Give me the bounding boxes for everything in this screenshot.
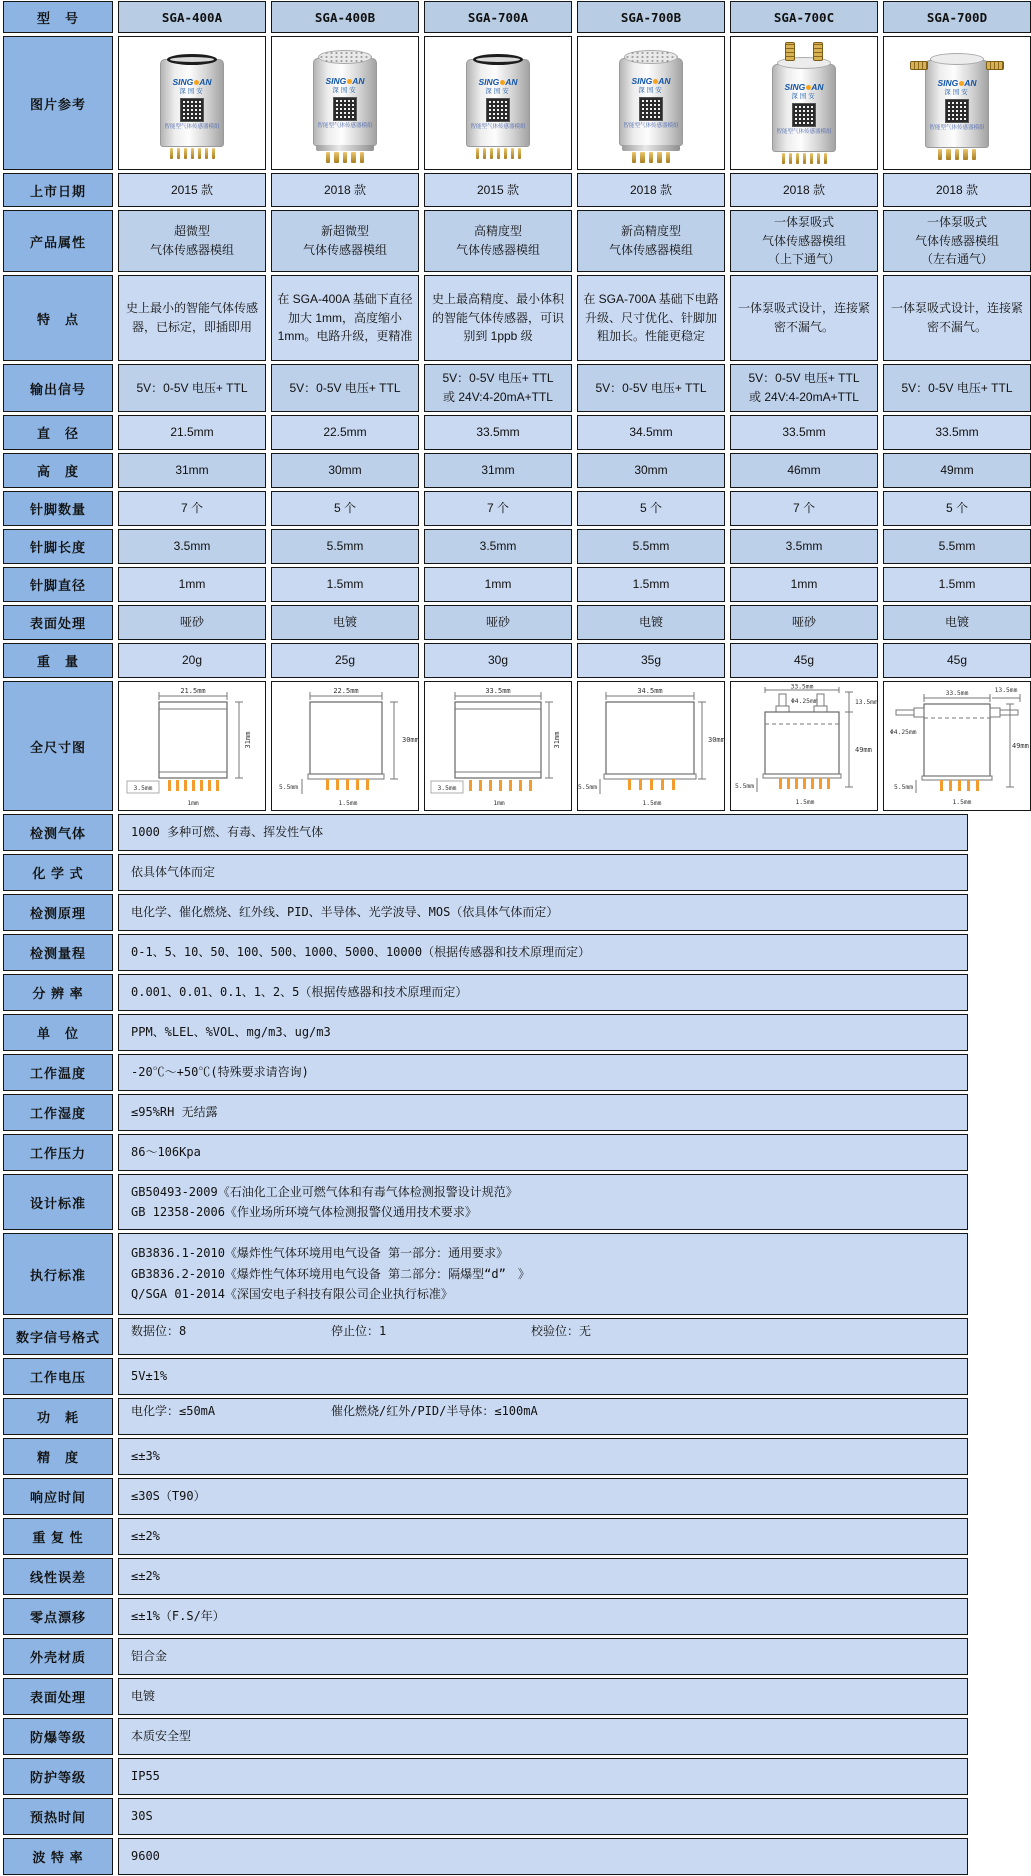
- row-label: 检测原理: [3, 894, 113, 931]
- spec-value: 2018 款: [883, 173, 1031, 207]
- spec-value: 86～106Kpa: [118, 1134, 968, 1171]
- spec-value: 在 SGA-700A 基础下电路升级、尺寸优化、针脚加粗加长。性能更稳定: [577, 275, 725, 361]
- qr-code: [333, 97, 357, 121]
- spec-value: 超微型 气体传感器模组: [118, 210, 266, 272]
- model-spec-grid: [3, 1, 1029, 811]
- dimension-drawing: [429, 684, 567, 808]
- sensor-top-ring: [473, 54, 523, 65]
- spec-table: [3, 1, 1029, 1875]
- model-header-cell: SGA-700C: [730, 1, 878, 33]
- spec-value: 21.5mm: [118, 415, 266, 450]
- sensor-base-ring: [622, 145, 680, 151]
- sensor-pins: [938, 149, 977, 160]
- logo-dot-icon: [500, 80, 505, 85]
- gas-tube-icon: [986, 61, 1004, 70]
- sensor-top-perforated: [318, 50, 372, 64]
- svg-text:3.5mm: 3.5mm: [437, 785, 457, 792]
- gas-tube-icon: [813, 42, 823, 61]
- spec-value: 电镀: [883, 605, 1031, 640]
- row-label: 表面处理: [3, 1678, 113, 1715]
- photo-caption: 智能型气体传感器模组: [776, 128, 832, 135]
- product-photo-sga-400b: [271, 36, 419, 170]
- spec-value: 哑砂: [730, 605, 878, 640]
- product-photo-sga-400a: [118, 36, 266, 170]
- row-label: 上市日期: [3, 173, 113, 207]
- svg-text:Φ4.25mm: Φ4.25mm: [890, 729, 917, 736]
- row-label: 重 量: [3, 643, 113, 678]
- spec-value: 5 个: [577, 491, 725, 526]
- spec-value: 3.5mm: [118, 529, 266, 564]
- spec-value: 在 SGA-400A 基础下直径加大 1mm，高度缩小 1mm。电路升级，更精准: [271, 275, 419, 361]
- row-label: 响应时间: [3, 1478, 113, 1515]
- spec-value: 1.5mm: [577, 567, 725, 602]
- signal-format-part: 校验位：无: [531, 1324, 592, 1338]
- row-label: 执行标准: [3, 1233, 113, 1315]
- dimension-drawing: [735, 683, 878, 808]
- spec-value: 2018 款: [577, 173, 725, 207]
- spec-value: 9600: [118, 1838, 968, 1875]
- row-label: 特 点: [3, 275, 113, 361]
- row-label: 分 辨 率: [3, 974, 113, 1011]
- signal-format-part: 数据位：8: [131, 1324, 187, 1338]
- qr-code: [945, 99, 969, 123]
- spec-value: 本质安全型: [118, 1718, 968, 1755]
- spec-value: [118, 1174, 968, 1230]
- spec-value: 30S: [118, 1798, 968, 1835]
- dimension-drawing: [123, 684, 261, 808]
- spec-value: ≤±2%: [118, 1558, 968, 1595]
- svg-text:1.5mm: 1.5mm: [642, 800, 662, 807]
- spec-value: 1mm: [730, 567, 878, 602]
- sensor-pins: [326, 152, 365, 163]
- spec-value: 3.5mm: [424, 529, 572, 564]
- model-header-cell: SGA-400A: [118, 1, 266, 33]
- svg-text:1.5mm: 1.5mm: [952, 799, 972, 806]
- spec-value: 5.5mm: [883, 529, 1031, 564]
- spec-value: 35g: [577, 643, 725, 678]
- qr-code: [639, 97, 663, 121]
- spec-value: 1.5mm: [271, 567, 419, 602]
- spec-value: 31mm: [424, 453, 572, 488]
- logo-dot-icon: [653, 79, 658, 84]
- signal-format-part: 停止位：1: [331, 1324, 387, 1338]
- photo-caption: 智能型气体传感器模组: [623, 122, 679, 129]
- spec-value: 2018 款: [730, 173, 878, 207]
- spec-value: 20g: [118, 643, 266, 678]
- product-photo-sga-700c: [730, 36, 878, 170]
- svg-text:13.5mm: 13.5mm: [994, 687, 1018, 694]
- spec-value: 49mm: [883, 453, 1031, 488]
- dimension-diagram-sga-400b: [271, 681, 419, 811]
- row-label: 外壳材质: [3, 1638, 113, 1675]
- dimension-drawing: [888, 684, 1029, 808]
- row-label: 预热时间: [3, 1798, 113, 1835]
- spec-value: ≤±2%: [118, 1518, 968, 1555]
- qr-code: [180, 98, 204, 122]
- sensor-pins: [170, 148, 215, 159]
- product-photo-sga-700d: [883, 36, 1031, 170]
- svg-text:33.5mm: 33.5mm: [945, 690, 969, 697]
- dimension-diagram-sga-700b: [577, 681, 725, 811]
- brand-logo: SING AN: [784, 82, 824, 93]
- spec-value: 2018 款: [271, 173, 419, 207]
- row-label: 图片参考: [3, 36, 113, 170]
- svg-text:Φ4.25mm: Φ4.25mm: [791, 698, 818, 705]
- logo-dot-icon: [959, 81, 964, 86]
- svg-text:5.5mm: 5.5mm: [735, 783, 754, 790]
- svg-text:33.5mm: 33.5mm: [790, 683, 814, 691]
- model-header-cell: SGA-700B: [577, 1, 725, 33]
- spec-value: 5V：0-5V 电压+ TTL 或 24V:4-20mA+TTL: [424, 364, 572, 412]
- spec-value: 一体泵吸式设计，连接紧密不漏气。: [883, 275, 1031, 361]
- power-part: 催化燃烧/红外/PID/半导体：≤100mA: [331, 1404, 538, 1418]
- spec-value: 2015 款: [424, 173, 572, 207]
- spec-value: 1mm: [118, 567, 266, 602]
- svg-text:1mm: 1mm: [493, 800, 505, 807]
- spec-value: 电镀: [271, 605, 419, 640]
- svg-text:30mm: 30mm: [402, 736, 419, 744]
- row-label: 输出信号: [3, 364, 113, 412]
- spec-value: 3.5mm: [730, 529, 878, 564]
- spec-value: 电化学、催化燃烧、红外线、PID、半导体、光学波导、MOS（依具体气体而定）: [118, 894, 968, 931]
- brand-cn: 深国安: [485, 87, 511, 95]
- product-photo-sga-700b: [577, 36, 725, 170]
- brand-cn: 深国安: [179, 87, 205, 95]
- spec-value: 5 个: [271, 491, 419, 526]
- svg-text:1mm: 1mm: [187, 800, 199, 807]
- sensor-top-ring: [167, 54, 217, 65]
- row-label: 产品属性: [3, 210, 113, 272]
- row-label: 设计标准: [3, 1174, 113, 1230]
- spec-value: 7 个: [118, 491, 266, 526]
- svg-text:30mm: 30mm: [708, 736, 725, 744]
- logo-dot-icon: [806, 85, 811, 90]
- brand-logo: SING AN: [478, 77, 518, 88]
- spec-value: 5.5mm: [271, 529, 419, 564]
- spec-value: -20℃～+50℃(特殊要求请咨询): [118, 1054, 968, 1091]
- brand-cn: 深国安: [944, 88, 970, 96]
- spec-value: 30mm: [577, 453, 725, 488]
- spec-value: 电镀: [118, 1678, 968, 1715]
- brand-cn: 深国安: [791, 92, 817, 100]
- spec-value: 史上最小的智能气体传感器，已标定，即插即用: [118, 275, 266, 361]
- svg-text:3.5mm: 3.5mm: [133, 785, 153, 792]
- spec-value: 5 个: [883, 491, 1031, 526]
- row-label: 波 特 率: [3, 1838, 113, 1875]
- spec-value: 45g: [730, 643, 878, 678]
- sensor-pins: [782, 153, 827, 164]
- sensor-top-flat: [930, 53, 984, 65]
- model-row-label: 型 号: [3, 1, 113, 33]
- spec-value: [118, 1318, 968, 1355]
- row-label: 工作温度: [3, 1054, 113, 1091]
- svg-text:31mm: 31mm: [244, 731, 252, 749]
- photo-caption: 智能型气体传感器模组: [317, 122, 373, 129]
- photo-caption: 智能型气体传感器模组: [929, 124, 985, 131]
- brand-logo: SING AN: [631, 76, 671, 87]
- spec-value: 哑砂: [118, 605, 266, 640]
- svg-text:5.5mm: 5.5mm: [279, 784, 298, 791]
- spec-value: 高精度型 气体传感器模组: [424, 210, 572, 272]
- brand-logo: SING AN: [325, 76, 365, 87]
- row-label: 防护等级: [3, 1758, 113, 1795]
- spec-value: 一体泵吸式 气体传感器模组 （左右通气）: [883, 210, 1031, 272]
- logo-dot-icon: [347, 79, 352, 84]
- spec-value: 新超微型 气体传感器模组: [271, 210, 419, 272]
- row-label: 直 径: [3, 415, 113, 450]
- spec-value: 1.5mm: [883, 567, 1031, 602]
- row-label: 针脚数量: [3, 491, 113, 526]
- row-label: 防爆等级: [3, 1718, 113, 1755]
- svg-text:22.5mm: 22.5mm: [333, 687, 359, 695]
- standard-line: GB3836.2-2010《爆炸性气体环境用电气设备 第二部分：隔爆型“d” 》: [131, 1266, 530, 1281]
- spec-value: 34.5mm: [577, 415, 725, 450]
- spec-value: 30mm: [271, 453, 419, 488]
- row-label: 针脚长度: [3, 529, 113, 564]
- row-label: 零点漂移: [3, 1598, 113, 1635]
- spec-value: 一体泵吸式设计，连接紧密不漏气。: [730, 275, 878, 361]
- svg-text:33.5mm: 33.5mm: [485, 687, 511, 695]
- brand-cn: 深国安: [638, 86, 664, 94]
- svg-text:5.5mm: 5.5mm: [578, 784, 597, 791]
- photo-caption: 智能型气体传感器模组: [164, 123, 220, 130]
- spec-value: 5V：0-5V 电压+ TTL 或 24V:4-20mA+TTL: [730, 364, 878, 412]
- qr-code: [792, 103, 816, 127]
- spec-value: 30g: [424, 643, 572, 678]
- dimension-diagram-sga-700c: [730, 681, 878, 811]
- dimension-diagram-sga-700d: [883, 681, 1031, 811]
- spec-value: 7 个: [424, 491, 572, 526]
- svg-text:49mm: 49mm: [1012, 742, 1029, 750]
- spec-value: 1000 多种可燃、有毒、挥发性气体: [118, 814, 968, 851]
- sensor-pins: [476, 148, 521, 159]
- spec-value: 33.5mm: [730, 415, 878, 450]
- brand-cn: 深国安: [332, 86, 358, 94]
- model-header-cell: SGA-400B: [271, 1, 419, 33]
- spec-value: 25g: [271, 643, 419, 678]
- spec-value: 5V±1%: [118, 1358, 968, 1395]
- svg-text:1.5mm: 1.5mm: [338, 800, 358, 807]
- dimension-drawing: [578, 684, 725, 808]
- spec-value: 5V：0-5V 电压+ TTL: [577, 364, 725, 412]
- spec-value: 5.5mm: [577, 529, 725, 564]
- spec-value: 7 个: [730, 491, 878, 526]
- model-header-cell: SGA-700D: [883, 1, 1031, 33]
- row-label: 工作湿度: [3, 1094, 113, 1131]
- row-label: 检测气体: [3, 814, 113, 851]
- spec-value: 5V：0-5V 电压+ TTL: [118, 364, 266, 412]
- row-label: 工作压力: [3, 1134, 113, 1171]
- row-label: 数字信号格式: [3, 1318, 113, 1355]
- spec-value: PPM、%LEL、%VOL、mg/m3、ug/m3: [118, 1014, 968, 1051]
- svg-text:1.5mm: 1.5mm: [795, 799, 815, 806]
- row-label: 化 学 式: [3, 854, 113, 891]
- spec-value: 0.001、0.01、0.1、1、2、5（根据传感器和技术原理而定）: [118, 974, 968, 1011]
- svg-text:13.5mm: 13.5mm: [855, 699, 878, 706]
- general-spec-grid: [3, 814, 968, 1875]
- brand-logo: SING AN: [937, 78, 977, 89]
- standard-line: GB3836.1-2010《爆炸性气体环境用电气设备 第一部分：通用要求》: [131, 1246, 509, 1261]
- spec-value: 史上最高精度、最小体积的智能气体传感器，可识别到 1ppb 级: [424, 275, 572, 361]
- spec-value: ≤±3%: [118, 1438, 968, 1475]
- row-label: 功 耗: [3, 1398, 113, 1435]
- standard-line: GB50493-2009《石油化工企业可燃气体和有毒气体检测报警设计规范》: [131, 1184, 518, 1199]
- standard-line: GB 12358-2006《作业场所环境气体检测报警仪通用技术要求》: [131, 1205, 477, 1219]
- logo-dot-icon: [194, 80, 199, 85]
- qr-code: [486, 98, 510, 122]
- row-label: 全尺寸图: [3, 681, 113, 811]
- row-label: 单 位: [3, 1014, 113, 1051]
- row-label: 线性误差: [3, 1558, 113, 1595]
- spec-value: ≤±1%（F.S/年）: [118, 1598, 968, 1635]
- row-label: 针脚直径: [3, 567, 113, 602]
- brand-logo: SING AN: [172, 77, 212, 88]
- sensor-base-ring: [316, 145, 374, 151]
- row-label: 表面处理: [3, 605, 113, 640]
- spec-value: 铝合金: [118, 1638, 968, 1675]
- spec-value: 31mm: [118, 453, 266, 488]
- dimension-diagram-sga-400a: [118, 681, 266, 811]
- model-header-cell: SGA-700A: [424, 1, 572, 33]
- power-part: 电化学：≤50mA: [131, 1404, 216, 1418]
- spec-value: 电镀: [577, 605, 725, 640]
- gas-tube-icon: [785, 42, 795, 61]
- spec-value: 33.5mm: [424, 415, 572, 450]
- sensor-pins: [632, 152, 671, 163]
- spec-value: 一体泵吸式 气体传感器模组 （上下通气）: [730, 210, 878, 272]
- dimension-diagram-sga-700a: [424, 681, 572, 811]
- photo-caption: 智能型气体传感器模组: [470, 123, 526, 130]
- row-label: 检测量程: [3, 934, 113, 971]
- gas-tube-icon: [910, 61, 928, 70]
- spec-value: 22.5mm: [271, 415, 419, 450]
- svg-text:31mm: 31mm: [553, 731, 561, 749]
- row-label: 工作电压: [3, 1358, 113, 1395]
- spec-value: ≤30S（T90）: [118, 1478, 968, 1515]
- spec-value: 1mm: [424, 567, 572, 602]
- row-label: 高 度: [3, 453, 113, 488]
- spec-value: [118, 1233, 968, 1315]
- svg-text:21.5mm: 21.5mm: [180, 687, 206, 695]
- spec-value: 5V：0-5V 电压+ TTL: [271, 364, 419, 412]
- spec-value: 5V：0-5V 电压+ TTL: [883, 364, 1031, 412]
- spec-value: 45g: [883, 643, 1031, 678]
- spec-value: 0-1、5、10、50、100、500、1000、5000、10000（根据传感器和技术原理而定）: [118, 934, 968, 971]
- spec-value: [118, 1398, 968, 1435]
- standard-line: Q/SGA 01-2014《深国安电子科技有限公司企业执行标准》: [131, 1287, 453, 1302]
- sensor-top-perforated: [624, 50, 678, 64]
- spec-value: ≤95%RH 无结露: [118, 1094, 968, 1131]
- spec-value: IP55: [118, 1758, 968, 1795]
- row-label: 重 复 性: [3, 1518, 113, 1555]
- svg-text:5.5mm: 5.5mm: [894, 784, 913, 791]
- svg-text:49mm: 49mm: [855, 746, 872, 754]
- dimension-drawing: [276, 684, 419, 808]
- spec-value: 新高精度型 气体传感器模组: [577, 210, 725, 272]
- spec-value: 46mm: [730, 453, 878, 488]
- spec-value: 哑砂: [424, 605, 572, 640]
- svg-text:34.5mm: 34.5mm: [637, 687, 663, 695]
- row-label: 精 度: [3, 1438, 113, 1475]
- product-photo-sga-700a: [424, 36, 572, 170]
- spec-value: 33.5mm: [883, 415, 1031, 450]
- spec-value: 2015 款: [118, 173, 266, 207]
- spec-value: 依具体气体而定: [118, 854, 968, 891]
